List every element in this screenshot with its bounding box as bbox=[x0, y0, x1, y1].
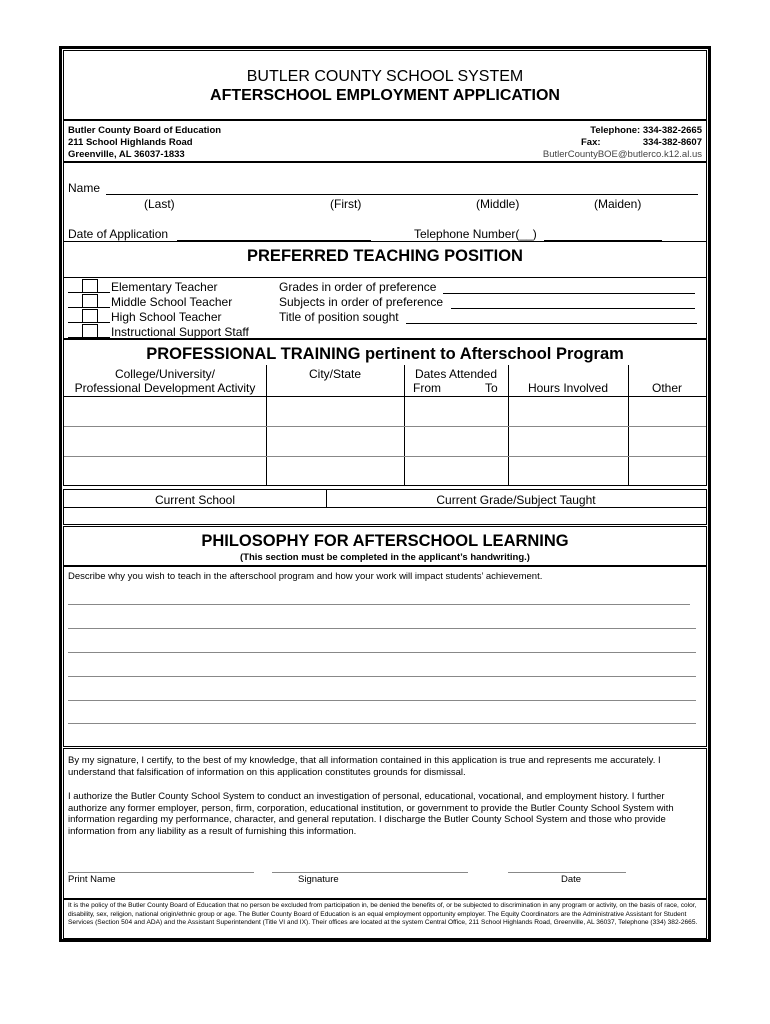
blank-line bbox=[68, 337, 82, 338]
signature-label: Signature bbox=[298, 874, 339, 885]
print-name-label: Print Name bbox=[68, 874, 116, 885]
name-last-label: (Last) bbox=[144, 197, 175, 211]
essay-line[interactable] bbox=[68, 700, 696, 701]
title-sought-label: Title of position sought bbox=[279, 310, 399, 324]
policy-text: It is the policy of the Butler County Board of Education that no person be excluded from participation in, be denied the benefits of, or be subjected to discrimination in any program or activity, on the basis of race, color, disability, sex, religion, national origin/ethnic group or age. The Butler County Board of Education is an equal employment opportunity employer. The Equity Coordinators are the Administrative Assistant for Student Services (Section 504 and ADA) and the Assistant Superintendent (Title VI and IX). Their offices are located at the system Central Office, 211 School Highlands Road, Greenville, AL 36037, Telephone (334) 382-2665. bbox=[68, 902, 698, 927]
date-signed-label: Date bbox=[561, 874, 582, 885]
certification-section bbox=[63, 748, 707, 899]
philosophy-heading-section bbox=[63, 526, 707, 566]
col-dates-to: To bbox=[485, 381, 498, 395]
option-support: Instructional Support Staff bbox=[111, 325, 249, 339]
grades-label: Grades in order of preference bbox=[279, 280, 437, 294]
col-divider bbox=[628, 365, 629, 485]
title-section bbox=[63, 50, 707, 120]
col-dates-from: From bbox=[413, 381, 441, 395]
col-divider bbox=[508, 365, 509, 485]
org-street: 211 School Highlands Road bbox=[68, 137, 193, 148]
policy-section bbox=[63, 899, 707, 939]
date-label: Date of Application bbox=[68, 227, 169, 241]
table-row[interactable] bbox=[64, 396, 706, 397]
date-signed-field[interactable] bbox=[508, 872, 626, 873]
title-sought-field[interactable] bbox=[406, 323, 697, 324]
blank-line bbox=[98, 307, 110, 308]
col-divider bbox=[266, 365, 267, 485]
name-first-label: (First) bbox=[330, 197, 362, 211]
blank-line bbox=[98, 322, 110, 323]
blank-line bbox=[68, 322, 82, 323]
name-label: Name bbox=[68, 181, 101, 195]
table-row[interactable] bbox=[64, 426, 706, 427]
print-name-field[interactable] bbox=[68, 872, 254, 873]
org-fax-label: Fax: bbox=[581, 137, 601, 148]
signature-field[interactable] bbox=[272, 872, 468, 873]
org-email: ButlerCountyBOE@butlerco.k12.al.us bbox=[542, 149, 702, 160]
current-school-label: Current School bbox=[154, 493, 236, 507]
philosophy-body-section bbox=[63, 566, 707, 747]
philosophy-heading: PHILOSOPHY FOR AFTERSCHOOL LEARNING bbox=[201, 532, 569, 550]
blank-line bbox=[98, 292, 110, 293]
checkbox-support[interactable] bbox=[82, 324, 98, 338]
table-row[interactable] bbox=[64, 456, 706, 457]
name-maiden-label: (Maiden) bbox=[594, 197, 642, 211]
applicant-section bbox=[63, 162, 707, 242]
blank-line bbox=[98, 337, 110, 338]
contact-section bbox=[63, 120, 707, 162]
essay-line[interactable] bbox=[68, 652, 696, 653]
name-middle-label: (Middle) bbox=[476, 197, 520, 211]
current-grade-label: Current Grade/Subject Taught bbox=[436, 493, 596, 507]
col-dates: Dates Attended bbox=[414, 367, 498, 381]
option-high: High School Teacher bbox=[111, 310, 222, 324]
current-field[interactable] bbox=[64, 507, 706, 508]
title-line2: AFTERSCHOOL EMPLOYMENT APPLICATION bbox=[210, 87, 560, 104]
essay-line[interactable] bbox=[68, 604, 690, 605]
org-name: Butler County Board of Education bbox=[68, 125, 222, 136]
preferred-divider bbox=[64, 277, 706, 278]
blank-line bbox=[68, 292, 82, 293]
certify-paragraph-2: I authorize the Butler County School System to conduct an investigation of personal, educational, vocational, and employment history. I further authorize any former employer, person, firm, corporation, educational institution, or government to provide the Butler County School System with information regarding my performance, character, and general reputation. I discharge the Butler County School System and those who provide information from any liability as a result of furnishing this information. bbox=[68, 791, 674, 837]
essay-line[interactable] bbox=[68, 723, 696, 724]
title-line1: BUTLER COUNTY SCHOOL SYSTEM bbox=[246, 68, 524, 85]
subjects-field[interactable] bbox=[451, 308, 695, 309]
col-college-line2: Professional Development Activity bbox=[74, 381, 256, 395]
option-middle: Middle School Teacher bbox=[111, 295, 233, 309]
current-divider bbox=[326, 490, 327, 508]
col-hours: Hours Involved bbox=[527, 381, 609, 395]
current-section bbox=[63, 489, 707, 525]
blank-line bbox=[68, 307, 82, 308]
col-college-line1: College/University/ bbox=[114, 367, 216, 381]
option-elementary: Elementary Teacher bbox=[111, 280, 218, 294]
checkbox-elementary[interactable] bbox=[82, 279, 98, 293]
col-other: Other bbox=[651, 381, 682, 395]
checkbox-high[interactable] bbox=[82, 309, 98, 323]
org-fax-number: 334-382-8607 bbox=[642, 137, 702, 148]
preferred-section bbox=[63, 241, 707, 339]
preferred-heading: PREFERRED TEACHING POSITION bbox=[247, 247, 523, 265]
training-heading: PROFESSIONAL TRAINING pertinent to Afterschool Program bbox=[146, 345, 624, 363]
checkbox-middle[interactable] bbox=[82, 294, 98, 308]
essay-line[interactable] bbox=[68, 676, 696, 677]
subjects-label: Subjects in order of preference bbox=[279, 295, 444, 309]
org-phone: Telephone: 334-382-2665 bbox=[590, 125, 702, 136]
philosophy-prompt: Describe why you wish to teach in the afterschool program and how your work will impact students’ achievement. bbox=[68, 571, 543, 582]
grades-field[interactable] bbox=[443, 293, 695, 294]
essay-line[interactable] bbox=[68, 628, 696, 629]
certify-paragraph-1: By my signature, I certify, to the best of my knowledge, that all information contained in this application is true and represents me accurately. I understand that falsification of information on this application constitutes grounds for dismissal. bbox=[68, 755, 661, 778]
name-field[interactable] bbox=[106, 194, 698, 195]
training-section bbox=[63, 339, 707, 486]
col-citystate: City/State bbox=[308, 367, 362, 381]
col-divider bbox=[404, 365, 405, 485]
philosophy-note: (This section must be completed in the applicant’s handwriting.) bbox=[240, 552, 530, 563]
org-city: Greenville, AL 36037-1833 bbox=[68, 149, 185, 160]
phone-label: Telephone Number(__) bbox=[414, 227, 537, 241]
